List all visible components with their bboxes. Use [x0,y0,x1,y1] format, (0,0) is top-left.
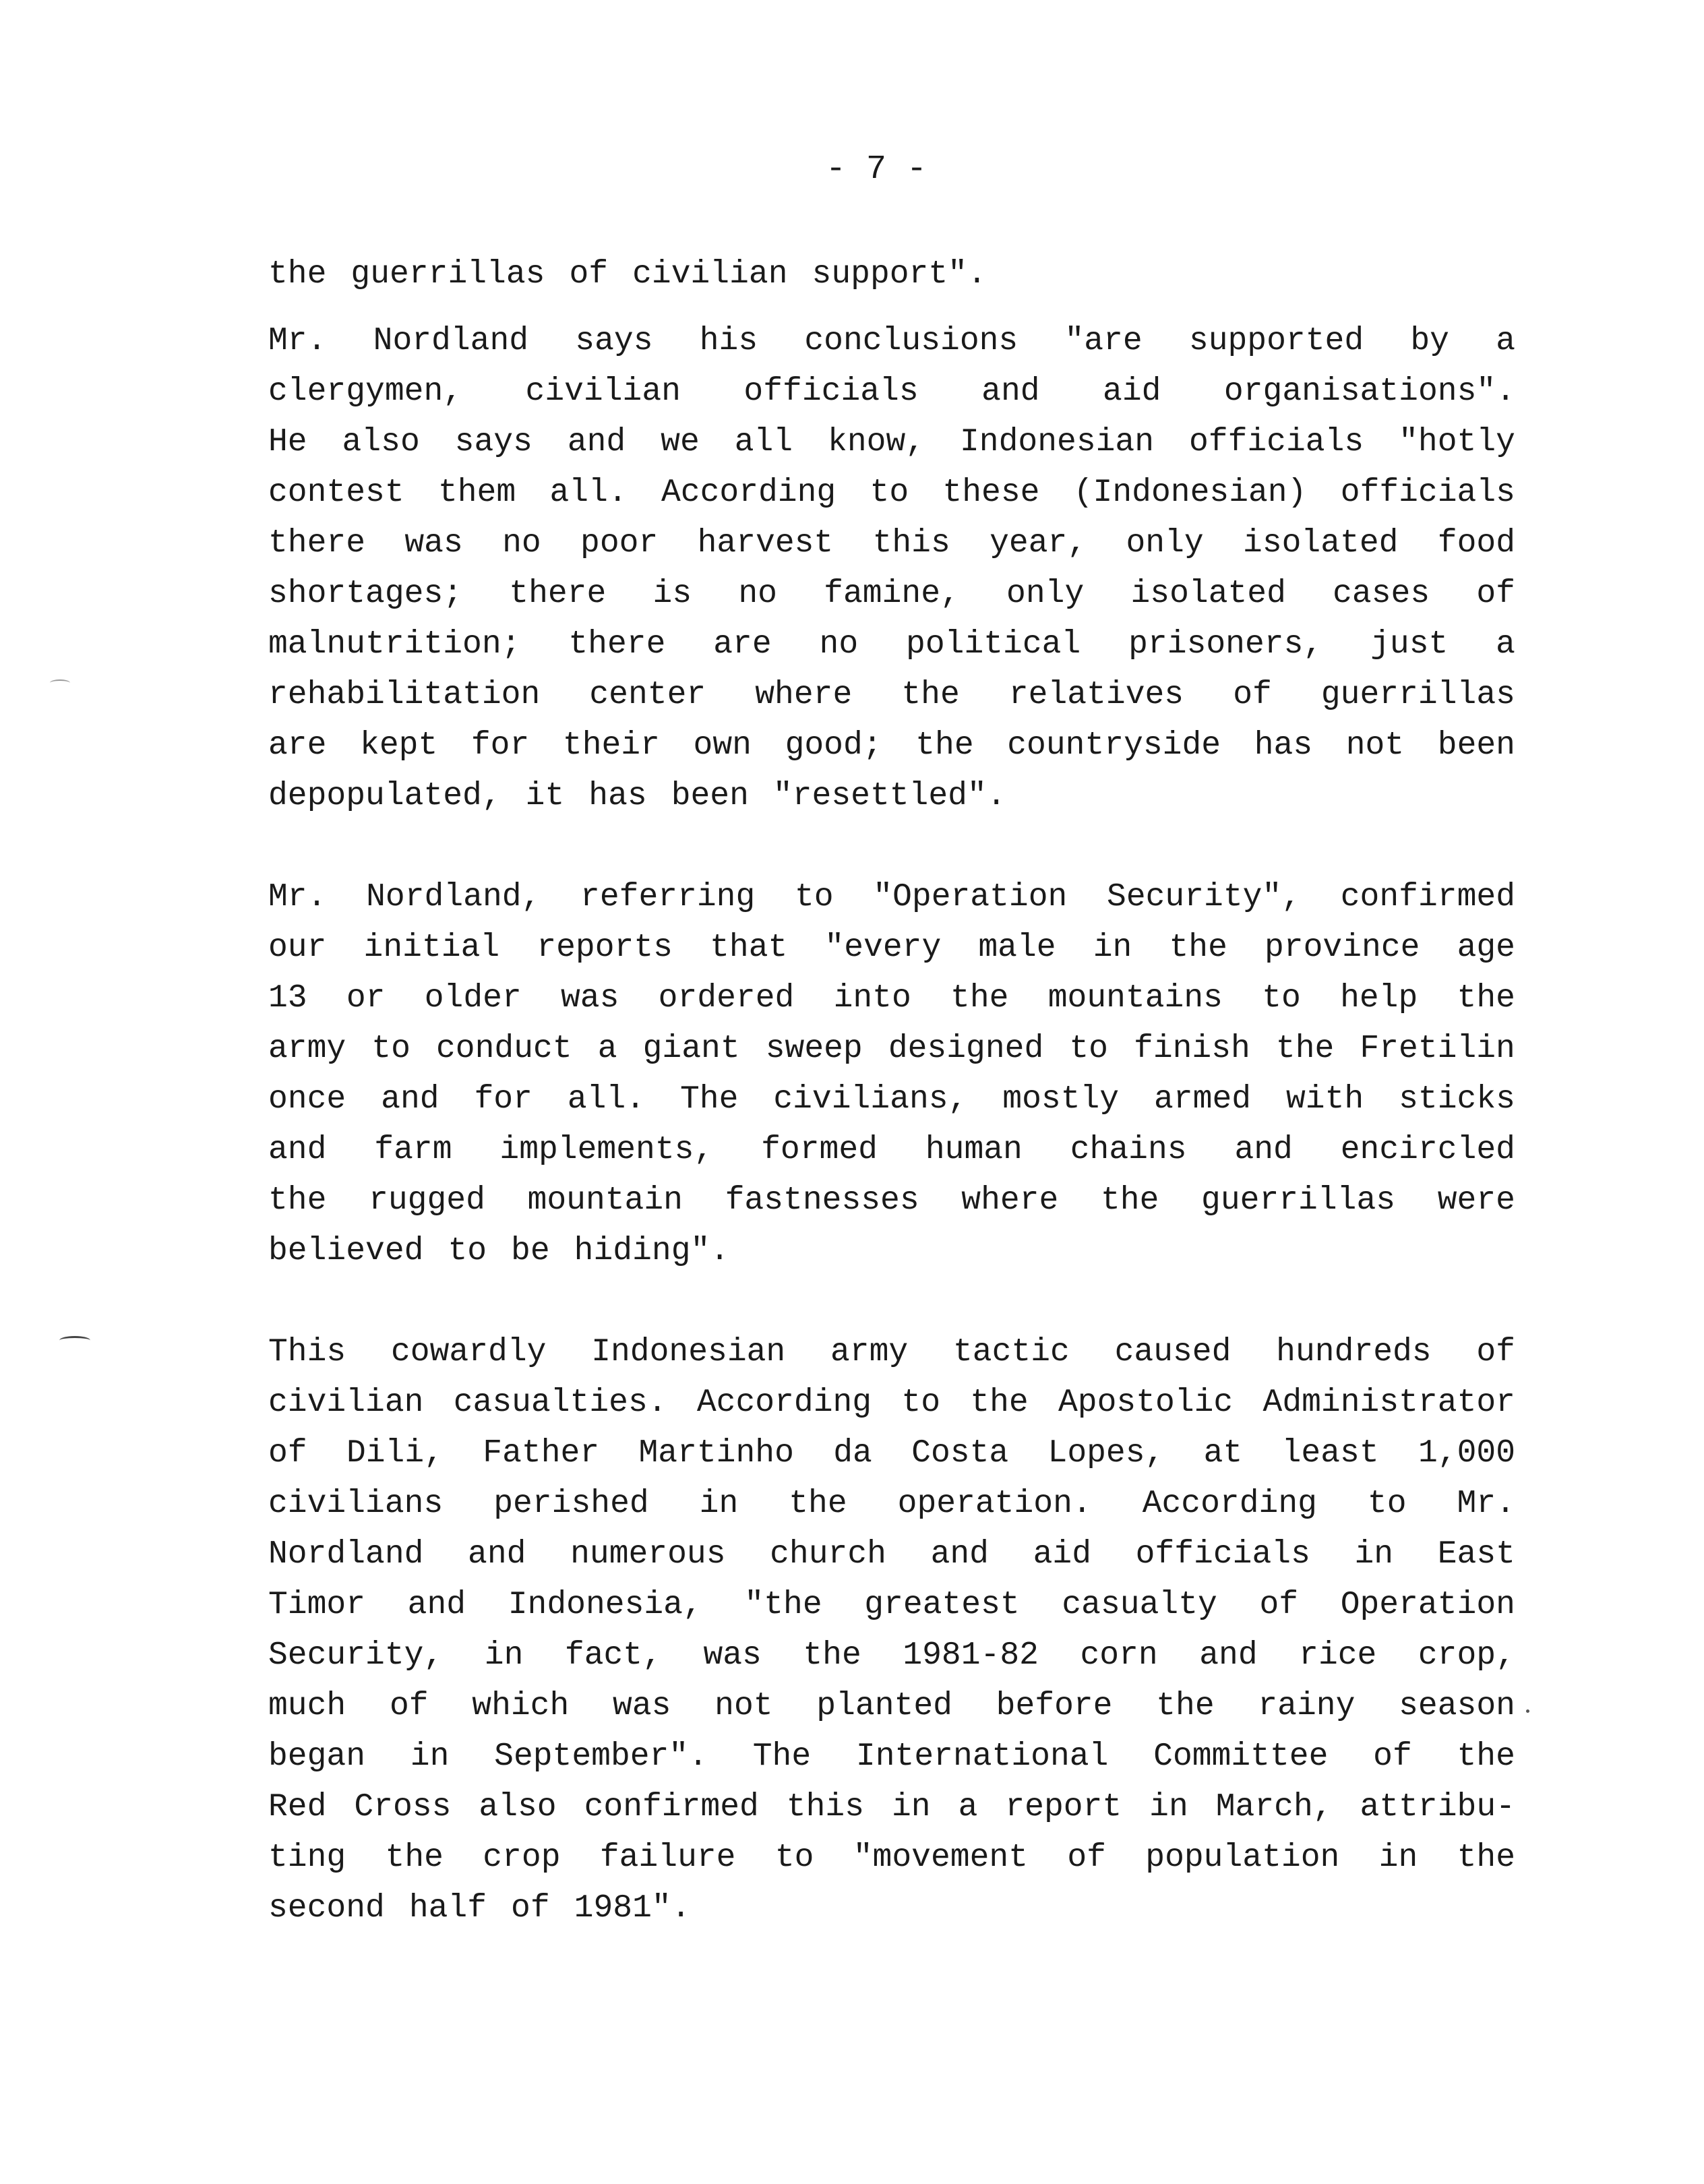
word: Dili, [346,1435,444,1472]
word: there [509,576,607,612]
word: farm [374,1132,452,1168]
word: caused [1114,1334,1231,1370]
word: to [1262,980,1301,1017]
word: Costa [911,1435,1009,1472]
text-line [268,518,1515,569]
word: rainy [1258,1688,1356,1724]
word: political [906,626,1081,663]
word: Indonesia, [508,1587,702,1623]
word: has [1254,727,1313,764]
word: cowardly [390,1334,547,1370]
word: the [803,1637,861,1674]
word: 13 [268,980,307,1017]
word: greatest [864,1587,1020,1623]
word: failure [599,1840,736,1876]
text-line [268,1176,1515,1226]
word: into [833,980,911,1017]
text-line [268,1074,1515,1125]
page-number: - 7 - [825,150,927,189]
word: September". [494,1738,708,1775]
word: mostly [1002,1081,1120,1118]
word: Father [483,1435,600,1472]
word: "the [744,1587,822,1623]
word: According [1142,1486,1317,1522]
word: harvest [697,525,834,562]
word: East [1437,1536,1515,1573]
word: isolated [1243,525,1399,562]
word: Administrator [1262,1385,1515,1421]
word: "every [824,930,942,966]
word: According [661,475,836,511]
paragraph-gap [268,822,1515,872]
text-line: believed to be hiding". [268,1233,730,1269]
word: Operation [1340,1587,1515,1623]
word: the [1457,980,1515,1017]
word: are [713,626,772,663]
word: was [404,525,463,562]
word: and [407,1587,466,1623]
word: province [1265,930,1420,966]
word: season [1399,1688,1515,1724]
word: "Operation [873,879,1068,915]
word: guerrillas [1320,677,1515,713]
word: Indonesian [591,1334,786,1370]
word: where [961,1182,1059,1219]
word: Mr. [268,323,327,359]
word: "movement [853,1840,1028,1876]
text-line [268,1378,1515,1428]
word: in [410,1738,450,1775]
word: clergymen, [268,373,463,410]
margin-dot [1526,1709,1529,1713]
word: shortages; [268,576,463,612]
word: much [268,1688,346,1724]
word: our [268,930,327,966]
word: rugged [369,1182,485,1219]
word: began [268,1738,366,1775]
word: cases [1333,576,1430,612]
word: of [1476,1334,1515,1370]
paragraph-gap [268,1277,1515,1327]
word: (Indonesian) [1073,475,1307,511]
word: Security, [268,1637,444,1674]
text-line [268,1782,1515,1833]
word: "are [1064,323,1143,359]
word: at [1203,1435,1243,1472]
word: his [699,323,758,359]
word: a [1496,626,1515,663]
word: in [699,1486,739,1522]
word: civilians, [773,1081,968,1118]
word: only [1126,525,1204,562]
text-line [268,923,1515,973]
word: March, [1215,1789,1333,1825]
word: perished [493,1486,649,1522]
text-line [268,872,1515,923]
word: Lopes, [1047,1435,1165,1472]
word: Apostolic [1058,1385,1234,1421]
text-line [268,1631,1515,1681]
word: implements, [499,1132,714,1168]
word: male [978,930,1056,966]
word: confirmed [584,1789,759,1825]
word: where [755,677,853,713]
word: "hotly [1399,424,1515,460]
word: know, [828,424,925,460]
word: their [562,727,660,764]
text-line [268,468,1515,518]
word: conclusions [804,323,1018,359]
word: guerrillas [1201,1182,1396,1219]
word: finish [1134,1031,1250,1067]
word: food [1437,525,1515,562]
word: help [1340,980,1418,1017]
word: and [381,1081,439,1118]
word: prisoners, [1128,626,1323,663]
word: to [794,879,834,915]
word: church [770,1536,886,1573]
word: reports [537,930,673,966]
word: officials [1135,1536,1310,1573]
word: says [575,323,653,359]
word: no [738,576,777,612]
word: were [1437,1182,1515,1219]
word: center [589,677,706,713]
word: population [1145,1840,1340,1876]
word: and [981,373,1040,410]
word: initial [363,930,500,966]
text-line [268,569,1515,619]
paragraph [268,1327,1515,1934]
word: was [561,980,619,1017]
word: not [1345,727,1405,764]
word: in [1378,1840,1418,1876]
text-line [268,1580,1515,1631]
word: to [371,1031,410,1067]
text-line: depopulated, it has been "resettled". [268,778,1006,814]
word: good; [785,727,882,764]
word: and [1234,1132,1293,1168]
word: of [268,1435,307,1472]
word: mountain [527,1182,683,1219]
word: contest [268,475,404,511]
word: officials [1340,475,1515,511]
text-line [268,1529,1515,1580]
word: civilian [525,373,681,410]
word: year, [990,525,1087,562]
word: formed [761,1132,878,1168]
word: Cross [354,1789,452,1825]
text-line [268,721,1515,771]
word: a [1496,323,1515,359]
text-line: the guerrillas of civilian support". [268,256,987,293]
word: says [454,424,532,460]
word: Nordland [268,1536,424,1573]
word: supported [1188,323,1364,359]
word: in [1354,1536,1394,1573]
word: corn [1080,1637,1158,1674]
word: chains [1070,1132,1187,1168]
word: we [661,424,700,460]
word: this [872,525,950,562]
word: Nordland [373,323,529,359]
word: in [891,1789,931,1825]
word: tactic [952,1334,1070,1370]
word: Indonesian [959,424,1155,460]
word: casualties. [453,1385,667,1421]
word: fact, [564,1637,662,1674]
word: of [1233,677,1272,713]
word: these [942,475,1040,511]
word: there [268,525,366,562]
word: age [1457,930,1515,966]
word: all. [549,475,628,511]
paragraph-gap [268,300,1515,316]
word: mountains [1047,980,1223,1017]
word: or [346,980,386,1017]
word: organisations". [1223,373,1515,410]
word: the [901,677,960,713]
margin-mark [50,679,70,686]
word: with [1285,1081,1364,1118]
text-line [268,316,1515,367]
word: no [819,626,859,663]
word: civilians [268,1486,444,1522]
word: numerous [570,1536,726,1573]
word: International [855,1738,1109,1775]
word: encircled [1340,1132,1515,1168]
word: the [789,1486,847,1522]
word: operation. [897,1486,1092,1522]
word: casualty [1062,1587,1217,1623]
word: to [901,1385,940,1421]
word: Fretilin [1360,1031,1515,1067]
word: own [693,727,752,764]
word: countryside [1007,727,1221,764]
word: the [1169,930,1227,966]
word: which [472,1688,570,1724]
word: aid [1033,1536,1092,1573]
word: Red [268,1789,327,1825]
word: army [268,1031,346,1067]
text-line [268,1681,1515,1732]
word: and [268,1132,327,1168]
word: that [710,930,788,966]
word: sticks [1399,1081,1515,1118]
word: the [1457,1840,1515,1876]
word: least [1281,1435,1379,1472]
word: the [950,980,1009,1017]
word: of [389,1688,429,1724]
word: Committee [1153,1738,1329,1775]
word: of [1373,1738,1412,1775]
word: once [268,1081,346,1118]
word: to [1069,1031,1108,1067]
word: Mr. [268,879,327,915]
word: before [996,1688,1113,1724]
word: famine, [824,576,960,612]
word: rehabilitation [268,677,541,713]
word: been [1437,727,1515,764]
word: and [930,1536,989,1573]
word: was [703,1637,762,1674]
word: only [1006,576,1085,612]
word: Timor [268,1587,366,1623]
word: the [385,1840,444,1876]
word: the [1275,1031,1335,1067]
word: the [1457,1738,1515,1775]
text-line [268,1479,1515,1529]
body-text [268,249,1515,1934]
word: aid [1103,373,1161,410]
word: poor [580,525,659,562]
word: malnutrition; [268,626,521,663]
text-line [268,1833,1515,1883]
text-line [268,1024,1515,1074]
text-line [268,417,1515,468]
text-line [268,1327,1515,1378]
word: the [1100,1182,1159,1219]
word: rice [1299,1637,1377,1674]
word: not [714,1688,773,1724]
word: to [1367,1486,1407,1522]
text-line [268,367,1515,417]
word: referring [580,879,756,915]
word: older [424,980,522,1017]
word: attribu- [1360,1789,1515,1825]
word: also [479,1789,557,1825]
text-line [268,619,1515,670]
word: all [734,424,793,460]
word: ordered [658,980,795,1017]
word: fastnesses [725,1182,919,1219]
word: and [468,1536,526,1573]
word: da [833,1435,872,1472]
word: officials [1188,424,1364,460]
word: kept [360,727,438,764]
word: report [1005,1789,1122,1825]
word: relatives [1008,677,1184,713]
word: planted [816,1688,952,1724]
word: is [652,576,692,612]
word: He [268,424,307,460]
word: Mr. [1457,1486,1515,1522]
word: in [1093,930,1132,966]
paragraph [268,316,1515,822]
word: armed [1154,1081,1252,1118]
word: also [342,424,420,460]
word: for [470,727,530,764]
word: are [268,727,327,764]
word: Nordland, [366,879,541,915]
word: isolated [1130,576,1286,612]
text-line [268,973,1515,1024]
word: confirmed [1340,879,1515,915]
word: by [1410,323,1449,359]
word: crop, [1418,1637,1515,1674]
text-line [268,1428,1515,1479]
text-line [268,670,1515,721]
word: The [752,1738,812,1775]
text-line [268,1732,1515,1782]
word: them [437,475,516,511]
word: ting [268,1840,346,1876]
word: Martinho [638,1435,794,1472]
margin-mark [59,1336,90,1345]
word: This [268,1334,346,1370]
word: According [696,1385,872,1421]
word: a [958,1789,978,1825]
word: of [1067,1840,1106,1876]
word: The [679,1081,739,1118]
word: the [268,1182,327,1219]
word: Security", [1107,879,1302,915]
word: this [786,1789,865,1825]
word: to [870,475,909,511]
word: 1,000 [1418,1435,1515,1472]
word: was [613,1688,671,1724]
word: crop [483,1840,561,1876]
word: sweep [765,1031,863,1067]
word: a [597,1031,617,1067]
word: giant [642,1031,740,1067]
word: for [474,1081,532,1118]
word: the [1156,1688,1215,1724]
word: army [830,1334,909,1370]
word: the [915,727,974,764]
word: just [1370,626,1449,663]
word: and [1199,1637,1258,1674]
word: all. [567,1081,646,1118]
word: in [484,1637,524,1674]
word: to [774,1840,814,1876]
text-line: second half of 1981". [268,1890,691,1927]
paragraph [268,872,1515,1277]
word: civilian [268,1385,424,1421]
word: the [970,1385,1029,1421]
word: hundreds [1276,1334,1432,1370]
word: human [925,1132,1023,1168]
word: of [1476,576,1515,612]
paragraph [268,249,1515,300]
word: there [568,626,666,663]
word: officials [743,373,919,410]
word: no [502,525,541,562]
word: 1981-82 [903,1637,1039,1674]
word: and [567,424,626,460]
text-line [268,1125,1515,1176]
word: of [1259,1587,1299,1623]
word: in [1149,1789,1188,1825]
word: designed [888,1031,1044,1067]
word: conduct [435,1031,572,1067]
